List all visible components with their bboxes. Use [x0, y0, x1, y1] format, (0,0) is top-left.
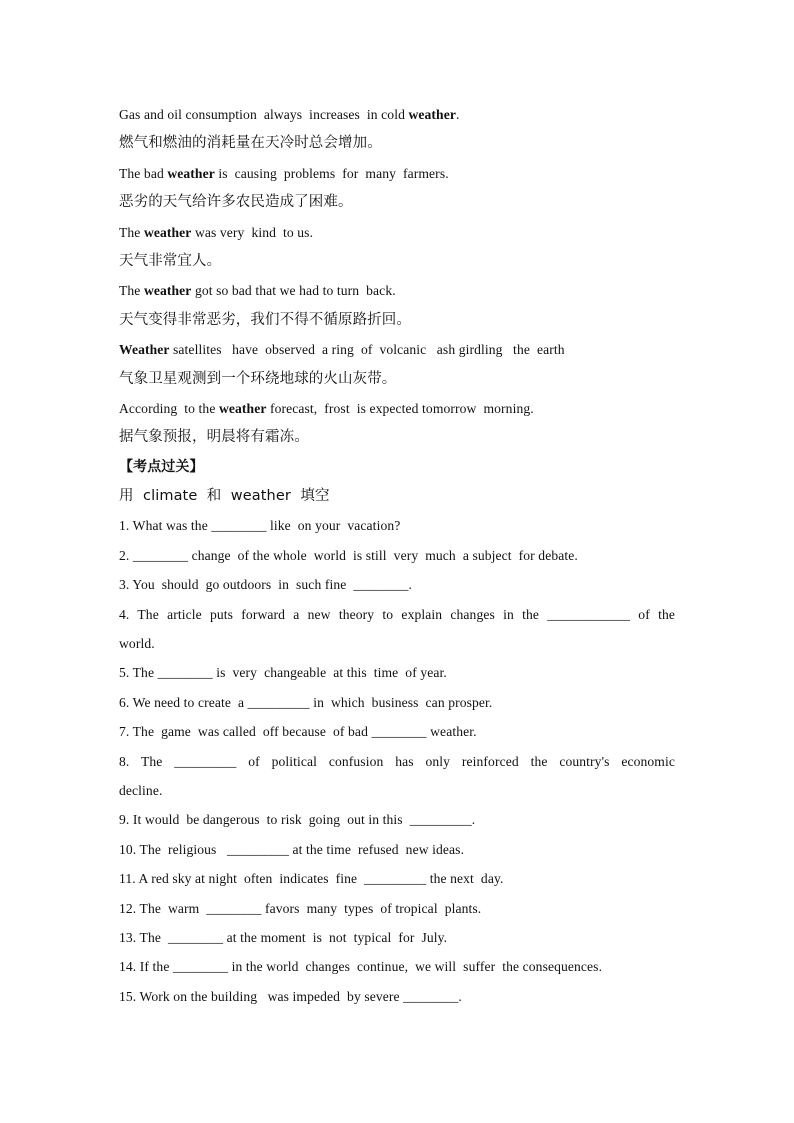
question-item	[119, 658, 675, 687]
question-item	[119, 688, 675, 717]
question-line: 12. The warm ________ favors many types of tropical plants.	[119, 900, 482, 916]
question-line: 10. The religious _________ at the time refused new ideas.	[119, 841, 465, 857]
keyword: weather	[143, 283, 192, 299]
example-sentence-zh: 天气非常宜人。	[119, 252, 222, 269]
example-sentence-en	[119, 276, 675, 305]
keyword: weather	[143, 224, 192, 240]
question-item	[119, 835, 675, 864]
text-segment: The	[119, 224, 144, 240]
question-line: 5. The ________ is very changeable at this time of year.	[119, 665, 447, 681]
example-sentence-en	[119, 218, 675, 247]
question-item	[119, 600, 675, 659]
question-line: 15. Work on the building was impeded by severe ________.	[119, 988, 462, 1004]
text-segment: was very kind to us.	[191, 224, 314, 240]
question-item	[119, 541, 675, 570]
example-sentence-zh: 恶劣的天气给许多农民造成了困难。	[119, 194, 353, 211]
question-line: decline.	[119, 782, 163, 798]
question-line: 13. The ________ at the moment is not typical for July.	[119, 929, 448, 945]
instruction: 用 climate 和 weather 填空	[119, 488, 330, 505]
example-sentences	[119, 100, 675, 453]
text-segment: According to the	[119, 400, 219, 416]
question-list	[119, 511, 675, 1011]
example-sentence-zh: 据气象预报，明晨将有霜冻。	[119, 429, 309, 446]
question-line: 1. What was the ________ like on your vacation?	[119, 518, 401, 534]
example-sentence-en	[119, 100, 675, 129]
question-item	[119, 894, 675, 923]
question-item	[119, 747, 675, 806]
question-item	[119, 805, 675, 834]
question-item	[119, 511, 675, 540]
question-line: 8. The _________ of political confusion has only reinforced the country's economic	[119, 753, 675, 769]
text-segment: Gas and oil consumption always increases in cold	[119, 107, 409, 122]
keyword: weather	[408, 107, 456, 122]
example-sentence-en	[119, 159, 675, 188]
keyword: weather	[218, 400, 267, 416]
question-line: 7. The game was called off because of bad ________ weather.	[119, 724, 477, 740]
question-line: 9. It would be dangerous to risk going out in this _________.	[119, 812, 476, 828]
question-item	[119, 570, 675, 599]
question-item	[119, 952, 675, 981]
keyword: Weather	[119, 342, 170, 358]
keyword: weather	[167, 165, 215, 181]
text-segment: forecast, frost is expected tomorrow morning.	[266, 400, 534, 416]
question-item	[119, 717, 675, 746]
section-heading: 【考点过关】	[119, 458, 204, 475]
document-page	[119, 100, 675, 1011]
question-line: 14. If the ________ in the world changes continue, we will suffer the consequences.	[119, 959, 603, 975]
example-sentence-zh: 燃气和燃油的消耗量在天冷时总会增加。	[119, 135, 382, 152]
text-segment: got so bad that we had to turn back.	[191, 283, 396, 299]
example-sentence-zh: 天气变得非常恶劣，我们不得不循原路折回。	[119, 311, 411, 328]
text-segment: is causing problems for many farmers.	[214, 165, 449, 181]
question-line: world.	[119, 636, 155, 652]
text-segment: The	[119, 283, 144, 299]
example-sentence-en	[119, 394, 675, 423]
question-line: 2. ________ change of the whole world is still very much a subject for debate.	[119, 547, 578, 563]
question-line: 3. You should go outdoors in such fine ________.	[119, 577, 413, 593]
example-sentence-en	[119, 335, 675, 364]
text-segment: The bad	[119, 165, 168, 181]
question-line: 11. A red sky at night often indicates fine _________ the next day.	[119, 871, 504, 887]
text-segment: .	[456, 107, 460, 122]
question-item	[119, 864, 675, 893]
question-line: 6. We need to create a _________ in which business can prosper.	[119, 694, 493, 710]
question-item	[119, 982, 675, 1011]
text-segment: satellites have observed a ring of volcanic ash girdling the earth	[169, 342, 565, 358]
question-line: 4. The article puts forward a new theory to explain changes in the ____________ of the	[119, 606, 675, 622]
question-item	[119, 923, 675, 952]
example-sentence-zh: 气象卫星观测到一个环绕地球的火山灰带。	[119, 370, 397, 387]
